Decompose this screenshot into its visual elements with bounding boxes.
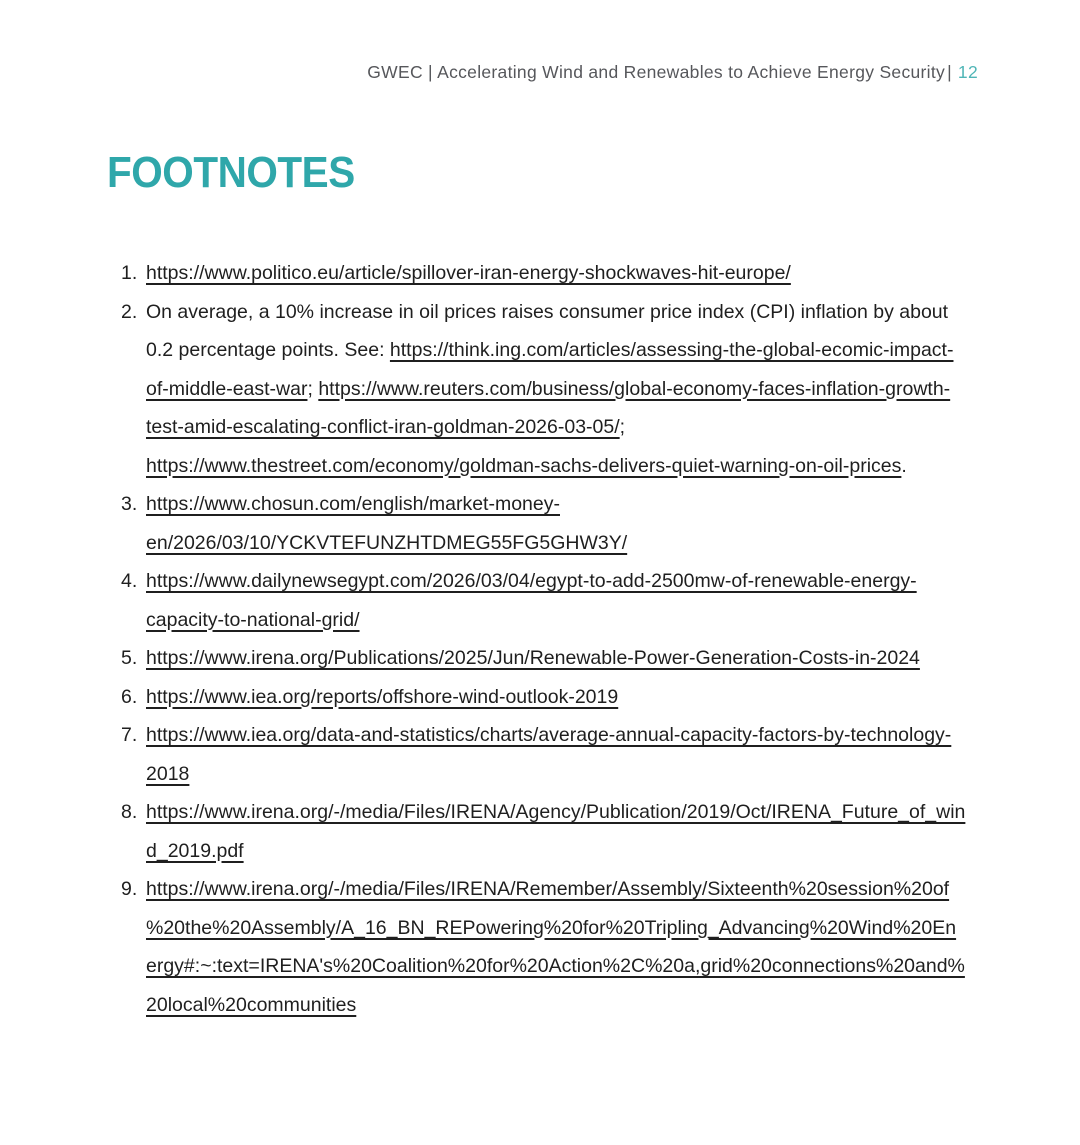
footnote-body (146, 254, 966, 293)
header-text: GWEC | Accelerating Wind and Renewables to Achieve Energy Security (367, 62, 946, 82)
footnote-link[interactable]: https://www.iea.org/data-and-statistics/charts/average-annual-capacity-factors-by-technology-2018 (146, 724, 952, 785)
footnote-item (121, 254, 966, 293)
footnotes-list (121, 254, 966, 1024)
footnote-item (121, 716, 966, 793)
footnote-body (146, 716, 966, 793)
footnote-number: 6. (121, 685, 138, 708)
footnote-item (121, 678, 966, 717)
footnote-link[interactable]: https://www.chosun.com/english/market-money-en/2026/03/10/YCKVTEFUNZHTDMEG55FG5GHW3Y/ (146, 493, 628, 554)
footnote-number: 8. (121, 801, 138, 823)
footnote-body (146, 678, 966, 717)
footnote-item (121, 639, 966, 678)
footnote-number: 2. (121, 300, 138, 323)
footnote-link[interactable]: https://www.irena.org/-/media/Files/IRENA/Remember/Assembly/Sixteenth%20session%20of%20the%20Assembly/A_16_BN_REPowering%20for%20Tripling_Advancing%20Wind%20Energy#:~:text=IRENA's%20Coalition%20for%20Action%2C%20a,grid%20connections%20and%20local%20communities (146, 878, 965, 1016)
footnote-body (146, 793, 966, 870)
footnote-text-segment: ; (307, 377, 319, 400)
footnote-link[interactable]: https://www.politico.eu/article/spillover-iran-energy-shockwaves-hit-europe/ (146, 262, 791, 284)
footnote-text-segment: . (901, 454, 907, 477)
footnote-text-segment: On average, a 10% increase in oil prices raises consumer price index (CPI) inflation by about 0.2 percentage points. See: (146, 300, 949, 361)
footnote-number: 4. (121, 570, 138, 592)
footnote-link[interactable]: https://www.irena.org/Publications/2025/Jun/Renewable-Power-Generation-Costs-in-2024 (146, 647, 920, 669)
header-divider: | (947, 62, 952, 82)
footnote-body (146, 562, 966, 639)
footnote-link[interactable]: https://www.irena.org/-/media/Files/IRENA/Agency/Publication/2019/Oct/IRENA_Future_of_wind_2019.pdf (146, 801, 966, 862)
footnote-item (121, 485, 966, 562)
footnote-link[interactable]: https://think.ing.com/articles/assessing-the-global-ecomic-impact-of-middle-east-war (146, 339, 954, 400)
footnote-link[interactable]: https://www.thestreet.com/economy/goldman-sachs-delivers-quiet-warning-on-oil-prices (146, 454, 902, 477)
footnote-link[interactable]: https://www.dailynewsegypt.com/2026/03/04/egypt-to-add-2500mw-of-renewable-energy-capacity-to-national-grid/ (146, 570, 917, 631)
footnote-text-segment: ; (619, 416, 626, 438)
footnote-item (121, 562, 966, 639)
page-title: FOOTNOTES (107, 148, 355, 197)
footnote-number: 3. (121, 493, 138, 515)
footnote-body (146, 870, 966, 1024)
footnote-body (146, 639, 966, 678)
footnote-item (121, 870, 966, 1024)
footnote-number: 7. (121, 724, 138, 746)
footnote-number: 5. (121, 647, 138, 669)
footnote-item (121, 793, 966, 870)
footnote-body (146, 293, 966, 486)
footnote-number: 1. (121, 262, 138, 284)
footnote-item (121, 293, 966, 486)
page-number: 12 (957, 62, 978, 82)
running-header (367, 62, 978, 83)
footnote-link[interactable]: https://www.reuters.com/business/global-economy-faces-inflation-growth-test-amid-escalating-conflict-iran-goldman-2026-03-05/ (146, 377, 951, 438)
footnote-body (146, 485, 966, 562)
footnote-number: 9. (121, 878, 138, 900)
footnote-link[interactable]: https://www.iea.org/reports/offshore-wind-outlook-2019 (146, 685, 619, 708)
